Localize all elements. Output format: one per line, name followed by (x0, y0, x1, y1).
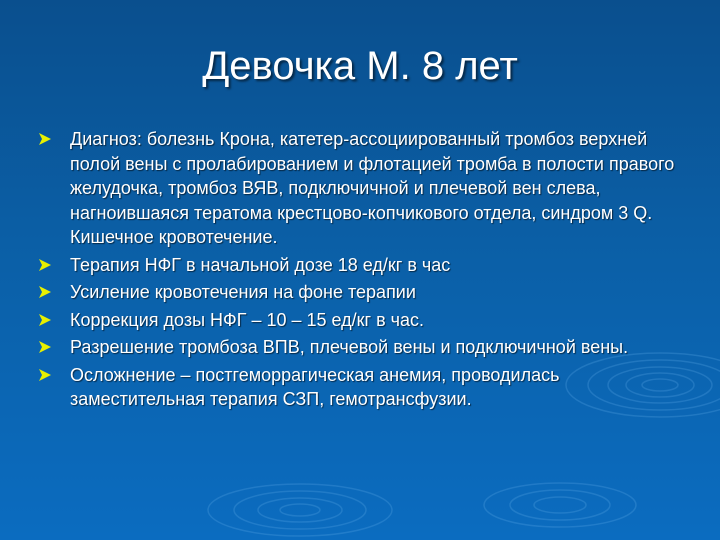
bullet-list (38, 127, 678, 415)
bullet-item (38, 363, 678, 412)
bullet-text: Усиление кровотечения на фоне терапии (70, 282, 416, 302)
slide-title: Девочка М. 8 лет (202, 44, 518, 88)
bullet-item (38, 308, 678, 333)
bullet-text: Коррекция дозы НФГ – 10 – 15 ед/кг в час. (70, 309, 425, 330)
bullet-item (38, 127, 678, 250)
bullet-item (38, 253, 678, 278)
arrow-bullet-icon (38, 313, 52, 327)
arrow-bullet-icon (38, 132, 52, 146)
bullet-text: Осложнение – постгеморрагическая анемия, проводилась заместительная терапия СЗП, гемотрансфузии. (70, 364, 560, 409)
bullet-text: Терапия НФГ в начальной дозе 18 ед/кг в час (70, 254, 451, 275)
arrow-bullet-icon (38, 368, 52, 382)
arrow-bullet-icon (38, 340, 52, 354)
bullet-text: Разрешение тромбоза ВПВ, плечевой вены и подключичной вены. (70, 337, 629, 357)
bullet-text: Диагноз: болезнь Крона, катетер-ассоциированный тромбоз верхней полой вены с пролабированием и флотацией тромба в полости правого желудочка, тромбоз ВЯВ, подключичной и плечевой вен слева, нагноившаяся тератома крестцово-копчикового отдела, синдром 3 Q. Кишечное кровотечение. (70, 129, 675, 247)
bullet-item (38, 280, 678, 305)
arrow-bullet-icon (38, 285, 52, 299)
arrow-bullet-icon (38, 258, 52, 272)
bullet-item (38, 335, 678, 360)
